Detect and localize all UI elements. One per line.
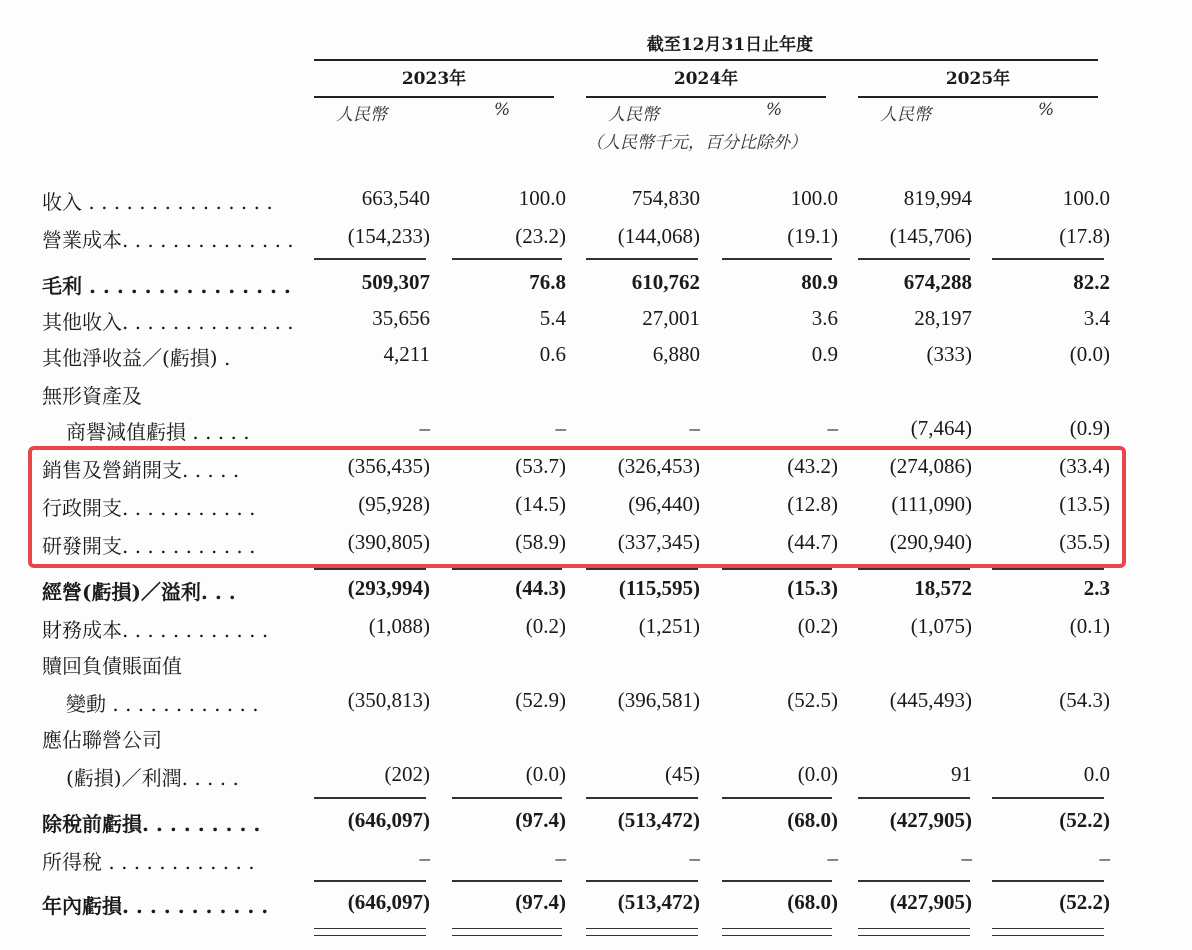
value-2023-percent: 0.6 <box>539 342 566 366</box>
subtotal-rule <box>314 568 426 570</box>
value-2025-percent: (35.5) <box>1059 530 1110 554</box>
value-2025-amount: 91 <box>951 762 972 786</box>
table-row-rnd-expenses <box>0 530 1192 566</box>
value-2025-percent: (33.4) <box>1059 454 1110 478</box>
year-rule-2024 <box>586 96 826 98</box>
value-2025-percent: 100.0 <box>1062 186 1110 210</box>
value-2025-amount: (290,940) <box>889 530 972 554</box>
value-2023-amount: (356,435) <box>347 454 430 478</box>
subtotal-rule <box>992 880 1104 882</box>
value-2024-percent: 0.9 <box>811 342 838 366</box>
subtotal-rule <box>992 797 1104 799</box>
value-2023-percent: 5.4 <box>539 306 566 330</box>
table-row-redemption-heading <box>0 650 1192 686</box>
value-2024-percent: (52.5) <box>787 688 838 712</box>
value-2025-amount: (145,706) <box>889 224 972 248</box>
value-2024-percent: 3.6 <box>811 306 838 330</box>
value-2023-percent: (97.4) <box>515 808 566 832</box>
value-2024-percent: (15.3) <box>787 576 838 600</box>
row-label: 無形資產及 <box>42 384 142 408</box>
table-row-other-net-gains <box>0 342 1192 378</box>
value-2024-amount: (144,068) <box>617 224 700 248</box>
total-double-rule <box>586 928 698 936</box>
row-label: 銷售及營銷開支. . . . . <box>42 458 240 482</box>
value-2025-amount: (7,464) <box>910 416 972 440</box>
value-2023-percent: 100.0 <box>518 186 566 210</box>
row-label: 營業成本. . . . . . . . . . . . . . <box>42 228 294 252</box>
value-2025-percent: (0.0) <box>1069 342 1110 366</box>
row-label: (虧損)／利潤. . . . . <box>66 766 239 790</box>
value-2023-percent: (44.3) <box>515 576 566 600</box>
row-label: 商譽減值虧損 . . . . . <box>66 420 250 444</box>
subtotal-rule <box>314 258 426 260</box>
value-2023-percent: (58.9) <box>515 530 566 554</box>
total-double-rule <box>314 928 426 936</box>
row-label: 應佔聯營公司 <box>42 728 162 752</box>
value-2023-percent: 76.8 <box>529 270 566 294</box>
value-2023-amount: (646,097) <box>347 808 430 832</box>
value-2023-amount: (390,805) <box>347 530 430 554</box>
value-2025-percent: (54.3) <box>1059 688 1110 712</box>
value-2025-percent: (17.8) <box>1059 224 1110 248</box>
value-2024-amount: 754,830 <box>631 186 700 210</box>
value-2025-amount: 819,994 <box>903 186 972 210</box>
value-2025-percent: (52.2) <box>1059 890 1110 914</box>
table-row-finance-costs <box>0 614 1192 650</box>
row-label: 所得稅 . . . . . . . . . . . . <box>42 850 255 874</box>
subtotal-rule <box>722 568 832 570</box>
subtotal-rule <box>314 797 426 799</box>
table-row-loss-before-tax <box>0 808 1192 844</box>
value-2024-amount: – <box>689 416 700 440</box>
value-2023-percent: (23.2) <box>515 224 566 248</box>
subtotal-rule <box>452 568 562 570</box>
value-2023-amount: (1,088) <box>368 614 430 638</box>
value-2023-percent: (0.0) <box>525 762 566 786</box>
table-row-redemption-change <box>0 688 1192 724</box>
unit-note: （人民幣千元，百分比除外） <box>586 133 807 153</box>
total-double-rule <box>452 928 562 936</box>
subtotal-rule <box>858 880 970 882</box>
value-2024-amount: (513,472) <box>617 808 700 832</box>
year-2023-header: 2023年 <box>401 69 467 89</box>
period-header: 截至12月31日止年度 <box>646 35 814 55</box>
value-2023-amount: (154,233) <box>347 224 430 248</box>
subtotal-rule <box>586 880 698 882</box>
header-rule <box>314 59 1098 61</box>
table-row-associates-result <box>0 762 1192 798</box>
row-label: 其他淨收益／(虧損) . <box>42 346 231 370</box>
value-2024-percent: – <box>827 846 838 870</box>
subtotal-rule <box>722 258 832 260</box>
total-double-rule <box>992 928 1104 936</box>
subtotal-rule <box>858 797 970 799</box>
value-2025-amount: (111,090) <box>891 492 972 516</box>
value-2024-percent: (43.2) <box>787 454 838 478</box>
value-2023-amount: (350,813) <box>347 688 430 712</box>
value-2025-amount: (445,493) <box>889 688 972 712</box>
value-2025-percent: – <box>1099 846 1110 870</box>
subtotal-rule <box>452 797 562 799</box>
percent-label-2023: % <box>494 100 511 120</box>
value-2025-percent: 0.0 <box>1083 762 1110 786</box>
currency-label-2023: 人民幣 <box>336 105 387 125</box>
table-row-associates-heading <box>0 724 1192 760</box>
subtotal-rule <box>858 258 970 260</box>
value-2023-percent: (0.2) <box>525 614 566 638</box>
value-2025-amount: 18,572 <box>914 576 972 600</box>
value-2024-amount: (513,472) <box>617 890 700 914</box>
year-rule-2025 <box>858 96 1098 98</box>
value-2024-percent: 80.9 <box>801 270 838 294</box>
year-2024-header: 2024年 <box>673 69 739 89</box>
subtotal-rule <box>722 797 832 799</box>
year-2025-header: 2025年 <box>945 69 1011 89</box>
row-label: 行政開支. . . . . . . . . . . <box>42 496 256 520</box>
value-2024-percent: (68.0) <box>787 890 838 914</box>
total-double-rule <box>858 928 970 936</box>
table-row-intangible-heading <box>0 380 1192 416</box>
value-2023-amount: – <box>419 846 430 870</box>
value-2024-amount: (337,345) <box>617 530 700 554</box>
value-2023-amount: (646,097) <box>347 890 430 914</box>
value-2024-percent: (0.2) <box>797 614 838 638</box>
value-2023-amount: 663,540 <box>361 186 430 210</box>
row-label: 研發開支. . . . . . . . . . . <box>42 534 256 558</box>
subtotal-rule <box>586 568 698 570</box>
value-2024-amount: (96,440) <box>628 492 700 516</box>
row-label: 經營(虧損)／溢利. . . <box>42 580 236 604</box>
subtotal-rule <box>722 880 832 882</box>
row-label: 收入 . . . . . . . . . . . . . . . <box>42 190 273 214</box>
value-2023-percent: (14.5) <box>515 492 566 516</box>
percent-label-2024: % <box>766 100 783 120</box>
table-row-operating-result <box>0 576 1192 612</box>
value-2025-amount: (333) <box>926 342 972 366</box>
table-row-loss-for-year <box>0 890 1192 926</box>
subtotal-rule <box>992 258 1104 260</box>
subtotal-rule <box>858 568 970 570</box>
row-label: 贖回負債賬面值 <box>42 654 182 678</box>
value-2023-amount: 4,211 <box>383 342 430 366</box>
value-2023-percent: (53.7) <box>515 454 566 478</box>
value-2024-percent: (12.8) <box>787 492 838 516</box>
value-2025-percent: 2.3 <box>1083 576 1110 600</box>
value-2024-amount: (45) <box>665 762 700 786</box>
table-row-revenue <box>0 186 1192 222</box>
value-2024-amount: 27,001 <box>642 306 700 330</box>
table-row-income-tax <box>0 846 1192 882</box>
subtotal-rule <box>992 568 1104 570</box>
value-2024-amount: (326,453) <box>617 454 700 478</box>
value-2024-amount: (1,251) <box>638 614 700 638</box>
value-2023-percent: (97.4) <box>515 890 566 914</box>
value-2023-percent: – <box>555 416 566 440</box>
value-2025-percent: 82.2 <box>1073 270 1110 294</box>
value-2024-amount: (115,595) <box>618 576 700 600</box>
row-label: 財務成本. . . . . . . . . . . . <box>42 618 269 642</box>
value-2023-amount: (202) <box>384 762 430 786</box>
value-2025-amount: (427,905) <box>889 890 972 914</box>
subtotal-rule <box>586 797 698 799</box>
value-2025-amount: – <box>961 846 972 870</box>
year-rule-2023 <box>314 96 554 98</box>
value-2024-amount: (396,581) <box>617 688 700 712</box>
value-2024-amount: – <box>689 846 700 870</box>
value-2023-percent: – <box>555 846 566 870</box>
value-2025-amount: 674,288 <box>903 270 972 294</box>
value-2023-amount: 509,307 <box>361 270 430 294</box>
currency-label-2024: 人民幣 <box>608 105 659 125</box>
subtotal-rule <box>452 880 562 882</box>
value-2025-amount: (427,905) <box>889 808 972 832</box>
table-row-admin-expenses <box>0 492 1192 528</box>
subtotal-rule <box>314 880 426 882</box>
value-2023-percent: (52.9) <box>515 688 566 712</box>
row-label: 變動 . . . . . . . . . . . . <box>66 692 259 716</box>
row-label: 年內虧損. . . . . . . . . . . <box>42 894 269 918</box>
table-row-selling-expenses <box>0 454 1192 490</box>
value-2023-amount: (95,928) <box>358 492 430 516</box>
table-row-cost-of-sales <box>0 224 1192 260</box>
value-2025-percent: (0.1) <box>1069 614 1110 638</box>
value-2023-amount: – <box>419 416 430 440</box>
value-2024-percent: 100.0 <box>790 186 838 210</box>
value-2023-amount: 35,656 <box>372 306 430 330</box>
total-double-rule <box>722 928 832 936</box>
value-2025-amount: (274,086) <box>889 454 972 478</box>
table-row-gross-profit <box>0 270 1192 306</box>
subtotal-rule <box>586 258 698 260</box>
value-2024-amount: 610,762 <box>631 270 700 294</box>
value-2024-percent: (0.0) <box>797 762 838 786</box>
value-2024-percent: (19.1) <box>787 224 838 248</box>
value-2023-amount: (293,994) <box>347 576 430 600</box>
value-2025-amount: 28,197 <box>914 306 972 330</box>
value-2025-percent: (13.5) <box>1059 492 1110 516</box>
subtotal-rule <box>452 258 562 260</box>
value-2024-percent: (44.7) <box>787 530 838 554</box>
value-2025-percent: (0.9) <box>1069 416 1110 440</box>
row-label: 其他收入. . . . . . . . . . . . . . <box>42 310 294 334</box>
value-2025-percent: 3.4 <box>1083 306 1110 330</box>
row-label: 毛利 . . . . . . . . . . . . . . . <box>42 274 291 298</box>
value-2025-amount: (1,075) <box>910 614 972 638</box>
percent-label-2025: % <box>1038 100 1055 120</box>
table-row-other-income <box>0 306 1192 342</box>
row-label: 除稅前虧損. . . . . . . . . <box>42 812 261 836</box>
value-2024-percent: (68.0) <box>787 808 838 832</box>
value-2024-percent: – <box>827 416 838 440</box>
value-2025-percent: (52.2) <box>1059 808 1110 832</box>
value-2024-amount: 6,880 <box>652 342 700 366</box>
currency-label-2025: 人民幣 <box>880 105 931 125</box>
